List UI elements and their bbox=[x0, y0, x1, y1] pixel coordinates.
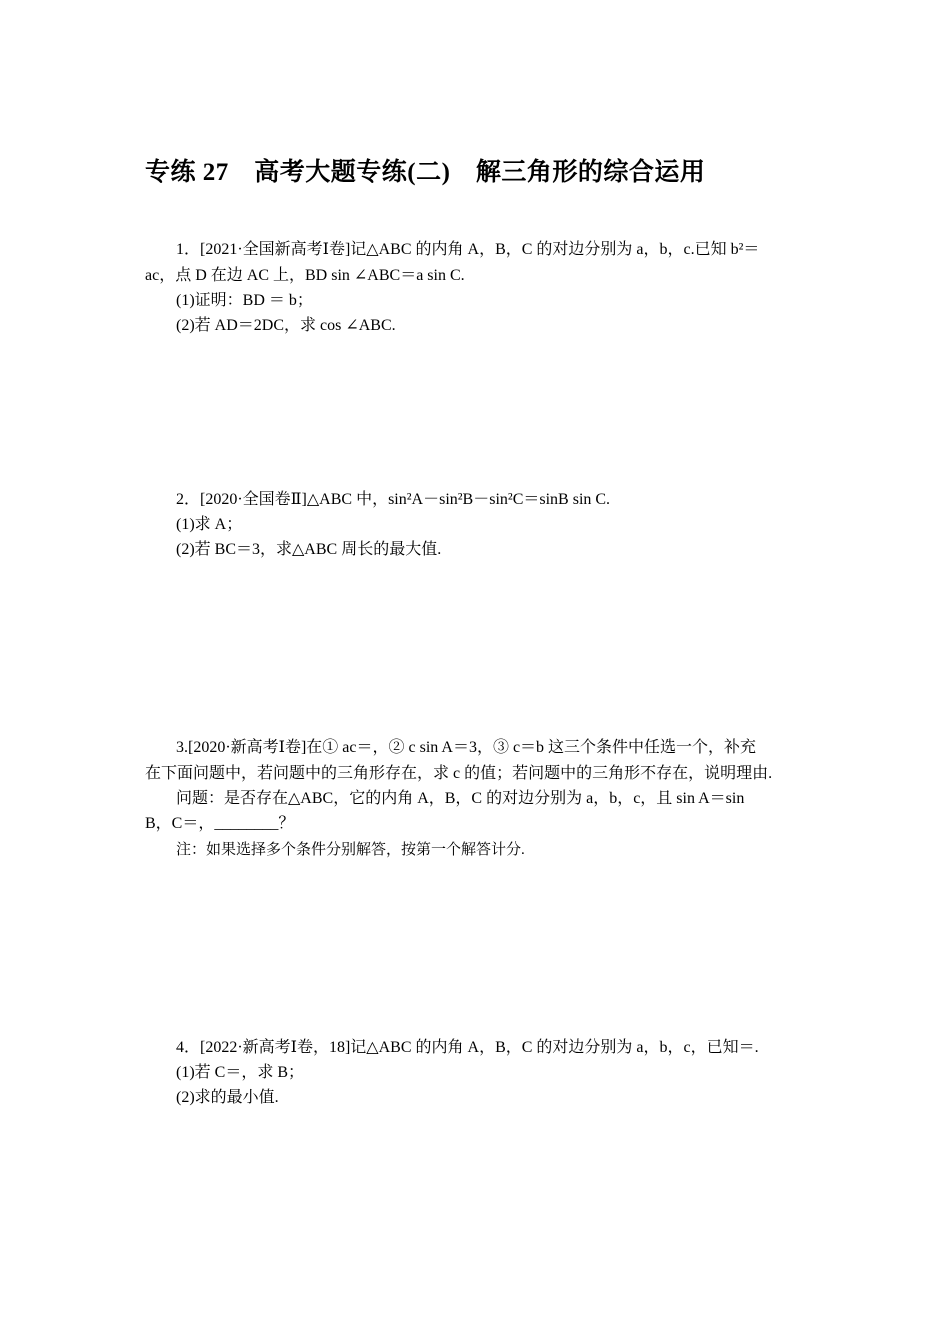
q4-part-2: (2)求的最小值. bbox=[176, 1089, 279, 1106]
q4-stem: 4．[2022·新高考Ⅰ卷，18]记△ABC 的内角 A，B，C 的对边分别为 a，b，c，已知＝. bbox=[176, 1039, 759, 1056]
q1-part-1: (1)证明：BD ＝ b； bbox=[176, 292, 313, 309]
q3-stem-line-2: 在下面问题中，若问题中的三角形存在，求 c 的值；若问题中的三角形不存在，说明理由. bbox=[145, 765, 773, 782]
q1-stem-line-2: ac，点 D 在边 AC 上，BD sin ∠ABC＝a sin C. bbox=[145, 267, 465, 284]
q1-stem-line-1: 1．[2021·全国新高考Ⅰ卷]记△ABC 的内角 A，B，C 的对边分别为 a，b，c.已知 b²＝ bbox=[176, 241, 760, 258]
q3-stem-line-1: 3.[2020·新高考Ⅰ卷]在① ac＝，② c sin A＝3，③ c＝b 这三个条件中任选一个，补充 bbox=[176, 739, 757, 756]
q3-problem-line-2: B，C＝，________？ bbox=[145, 815, 295, 832]
q2-part-2: (2)若 BC＝3，求△ABC 周长的最大值. bbox=[176, 541, 442, 558]
page-title: 专练 27 高考大题专练(二) 解三角形的综合运用 bbox=[145, 159, 706, 186]
q3-problem-line-1: 问题：是否存在△ABC，它的内角 A，B，C 的对边分别为 a，b，c，且 sin A＝sin bbox=[176, 790, 745, 807]
q3-note: 注：如果选择多个条件分别解答，按第一个解答计分. bbox=[176, 842, 525, 858]
q4-part-1: (1)若 C＝，求 B； bbox=[176, 1064, 305, 1081]
q1-part-2: (2)若 AD＝2DC，求 cos ∠ABC. bbox=[176, 317, 396, 334]
q2-part-1: (1)求 A； bbox=[176, 516, 243, 533]
q2-stem: 2．[2020·全国卷Ⅱ]△ABC 中，sin²A－sin²B－sin²C＝sinB sin C. bbox=[176, 491, 611, 508]
